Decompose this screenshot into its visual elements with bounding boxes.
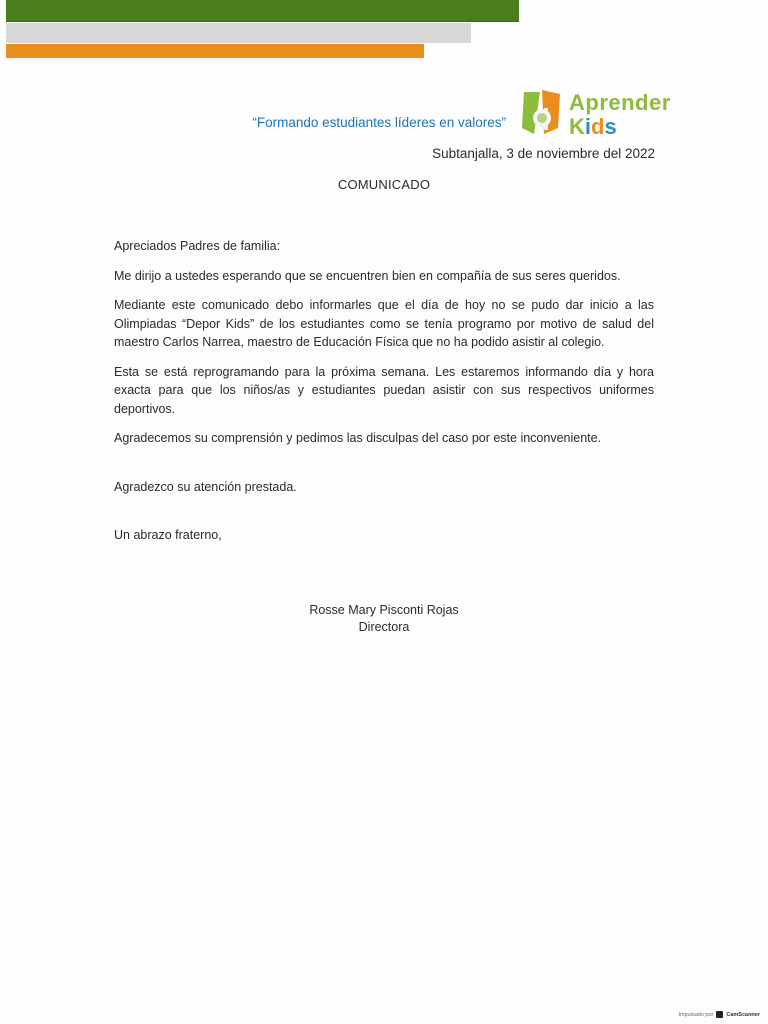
camscanner-icon	[716, 1011, 723, 1018]
header-bar-gray	[6, 23, 471, 43]
logo-text-kids: Kids	[569, 114, 617, 139]
paragraph-2: Mediante este comunicado debo informarles que el día de hoy no se pudo dar inicio a las Olimpiadas “Depor Kids” de los estudiantes como se tenía programo por motivo de salud del maestro Carlos Narrea, maestro de Educación Física que no ha podido asistir al colegio.	[114, 298, 654, 349]
paragraph-4: Agradecemos su comprensión y pedimos las disculpas del caso por este inconveniente.	[114, 431, 602, 445]
scanner-watermark	[679, 1011, 761, 1018]
greeting: Apreciados Padres de familia:	[114, 239, 281, 253]
paragraph-5: Agradezco su atención prestada.	[114, 479, 297, 494]
signatory-role: Directora	[358, 619, 410, 634]
closing: Un abrazo fraterno,	[114, 528, 222, 542]
powered-by-text: Impulsado por	[678, 1011, 714, 1018]
header-bar-green	[6, 0, 519, 22]
document-title: COMUNICADO	[337, 177, 431, 192]
logo-emblem-icon	[520, 88, 564, 138]
camscanner-brand: CamScanner	[726, 1011, 760, 1018]
school-motto: “Formando estudiantes líderes en valores”	[252, 115, 506, 130]
header-bar-orange	[6, 44, 424, 58]
signature-block	[0, 602, 768, 635]
date-line: Subtanjalla, 3 de noviembre del 2022	[432, 146, 655, 161]
paragraph-3: Esta se está reprogramando para la próxima semana. Les estaremos informando día y hora exacta para que los niños/as y estudiantes puedan asistir con sus respectivos uniformes deportivos.	[114, 364, 654, 416]
aprender-kids-logo	[520, 88, 670, 140]
signatory-name: Rosse Mary Pisconti Rojas	[309, 603, 459, 617]
logo-text-aprender: Aprender	[569, 90, 671, 115]
paragraph-1: Me dirijo a ustedes esperando que se encuentren bien en compañía de sus seres queridos.	[114, 268, 621, 283]
letter-body	[114, 237, 654, 556]
